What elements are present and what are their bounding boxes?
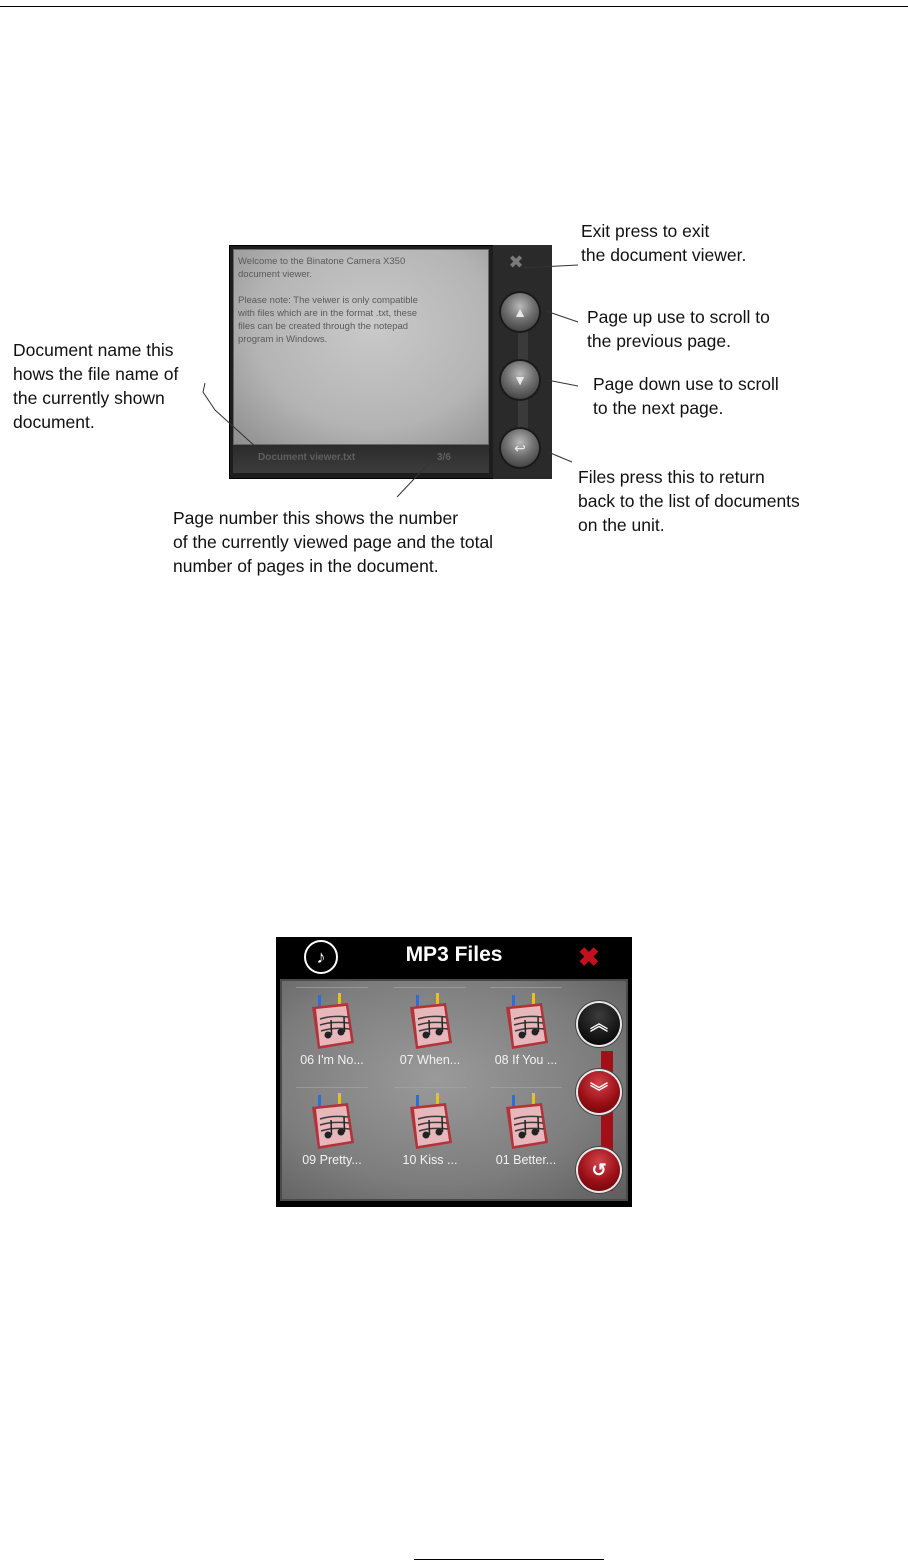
file-tile[interactable] — [290, 985, 374, 1085]
doc-text-line: program in Windows. — [238, 334, 328, 345]
document-name: Document viewer.txt — [258, 452, 356, 463]
tile-divider — [296, 1087, 368, 1088]
return-icon: ↩ — [514, 440, 526, 456]
arrow-down-icon: ▼ — [513, 372, 527, 388]
doc-text-line: with files which are in the format .txt, these — [238, 308, 417, 319]
music-file-icon — [502, 993, 550, 1053]
callout-line: to the next page. — [593, 398, 724, 418]
page-number-callout-line — [397, 461, 431, 497]
file-tile[interactable] — [290, 1085, 374, 1185]
callout-line: Exit press to exit — [581, 221, 710, 241]
music-file-icon — [406, 993, 454, 1053]
doc-text-line: files can be created through the notepad — [238, 321, 409, 332]
callout-line: the currently shown — [13, 388, 165, 408]
file-label: 09 Pretty... — [302, 1153, 362, 1167]
footer-rule — [414, 1559, 604, 1560]
callout-line: number of pages in the document. — [173, 556, 439, 576]
document-name-callout — [13, 338, 178, 434]
page-up-callout — [587, 305, 770, 353]
exit-callout-line — [521, 265, 578, 268]
page-down-button[interactable] — [578, 1071, 620, 1113]
callout-line: back to the list of documents — [578, 491, 800, 511]
file-label: 01 Better... — [495, 1153, 557, 1167]
page-up-callout-line — [546, 311, 578, 322]
doc-text-line: Please note: The veiwer is only compatible — [238, 295, 418, 306]
file-label: 07 When... — [399, 1053, 461, 1067]
mp3-title: MP3 Files — [405, 943, 503, 966]
document-name-callout-line — [203, 383, 257, 448]
callout-line: document. — [13, 412, 95, 432]
callout-line: Files press this to return — [578, 467, 765, 487]
tile-divider — [394, 987, 466, 988]
tile-divider — [490, 987, 562, 988]
tile-divider — [394, 1087, 466, 1088]
page-number-callout — [173, 506, 493, 578]
callout-line: the document viewer. — [581, 245, 747, 265]
file-label: 06 I'm No... — [300, 1053, 364, 1067]
page-down-callout — [593, 372, 779, 420]
close-icon[interactable]: ✖ — [508, 252, 524, 272]
double-chevron-up-icon: ︽ — [590, 1014, 608, 1034]
callout-line: hows the file name of — [13, 364, 179, 384]
double-chevron-down-icon: ︾ — [590, 1082, 608, 1102]
page-down-callout-line — [547, 380, 578, 386]
mp3-title-bar — [276, 937, 632, 977]
files-callout — [578, 465, 800, 537]
music-file-icon — [502, 1093, 550, 1153]
file-tile[interactable] — [388, 985, 472, 1085]
return-icon: ↺ — [591, 1160, 607, 1180]
files-callout-line — [548, 452, 572, 462]
music-file-icon — [406, 1093, 454, 1153]
file-label: 08 If You ... — [494, 1053, 558, 1067]
exit-callout — [581, 219, 746, 267]
callout-line: of the currently viewed page and the total — [173, 532, 494, 552]
callout-line: Page up use to scroll to — [587, 307, 770, 327]
file-label: 10 Kiss ... — [402, 1153, 458, 1167]
file-tile[interactable] — [388, 1085, 472, 1185]
doc-text-line: document viewer. — [238, 269, 312, 280]
music-file-icon — [308, 1093, 356, 1153]
music-note-icon: ♪ — [304, 940, 338, 974]
mp3-file-grid — [280, 979, 628, 1201]
callout-line: Page down use to scroll — [593, 374, 779, 394]
callout-line: on the unit. — [578, 515, 665, 535]
callout-line: the previous page. — [587, 331, 731, 351]
mp3-files-screen — [276, 937, 632, 1207]
doc-text-line: Welcome to the Binatone Camera X350 — [238, 256, 406, 267]
arrow-up-icon: ▲ — [513, 304, 527, 320]
close-icon[interactable]: ✖ — [578, 942, 600, 972]
page-number: 3/6 — [437, 452, 451, 463]
file-tile[interactable] — [484, 1085, 568, 1185]
file-tile[interactable] — [484, 985, 568, 1085]
callout-line: Page number this shows the number — [173, 508, 459, 528]
page-up-button[interactable] — [578, 1003, 620, 1045]
tile-divider — [490, 1087, 562, 1088]
tile-divider — [296, 987, 368, 988]
callout-line: Document name this — [13, 340, 174, 360]
back-button[interactable] — [578, 1149, 620, 1191]
music-file-icon — [308, 993, 356, 1053]
